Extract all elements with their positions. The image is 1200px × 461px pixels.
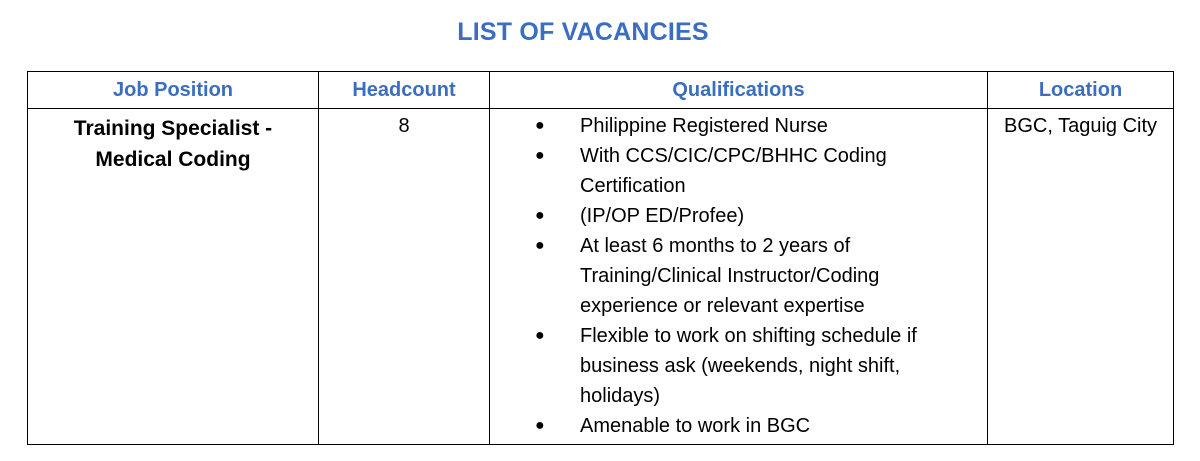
qualification-item xyxy=(490,201,987,231)
qualification-item xyxy=(490,231,987,321)
bullet-icon: ● xyxy=(535,237,545,254)
qualification-item xyxy=(490,321,987,411)
qualification-line: Amenable to work in BGC xyxy=(580,415,811,437)
table-row xyxy=(28,109,1174,445)
cell-job-position xyxy=(28,109,319,445)
qualification-line: (IP/OP ED/Profee) xyxy=(580,205,745,227)
qualification-line: experience or relevant expertise xyxy=(580,295,865,317)
qualification-line: At least 6 months to 2 years of xyxy=(580,235,851,257)
bullet-icon: ● xyxy=(535,207,545,224)
qualification-line: Certification xyxy=(580,175,686,197)
bullet-icon: ● xyxy=(535,117,545,134)
qualification-line: Philippine Registered Nurse xyxy=(580,115,828,137)
job-position-line: Medical Coding xyxy=(95,148,251,171)
job-position-line: Training Specialist - xyxy=(73,117,273,140)
qualification-line: holidays) xyxy=(580,385,661,407)
cell-qualifications xyxy=(490,109,988,445)
qualification-line: business ask (weekends, night shift, xyxy=(580,355,901,377)
cell-location xyxy=(988,109,1174,445)
bullet-icon: ● xyxy=(535,327,545,344)
headcount-value: 8 xyxy=(398,115,410,137)
qualifications-list xyxy=(490,109,987,441)
cell-headcount xyxy=(319,109,490,445)
job-position-text xyxy=(28,109,318,175)
qualification-item xyxy=(490,111,987,141)
page-title: LIST OF VACANCIES xyxy=(457,18,709,46)
header-headcount: Headcount xyxy=(319,72,490,109)
bullet-icon: ● xyxy=(535,147,545,164)
location-value: BGC, Taguig City xyxy=(1003,115,1158,137)
header-qualifications: Qualifications xyxy=(490,72,988,109)
qualification-item xyxy=(490,411,987,441)
header-location: Location xyxy=(988,72,1174,109)
header-job-position: Job Position xyxy=(28,72,319,109)
vacancies-table xyxy=(27,71,1174,445)
qualification-line: Flexible to work on shifting schedule if xyxy=(580,325,917,347)
table-header-row xyxy=(28,72,1174,109)
qualification-item xyxy=(490,141,987,201)
bullet-icon: ● xyxy=(535,417,545,434)
qualification-line: Training/Clinical Instructor/Coding xyxy=(580,265,880,287)
qualification-line: With CCS/CIC/CPC/BHHC Coding xyxy=(580,145,887,167)
